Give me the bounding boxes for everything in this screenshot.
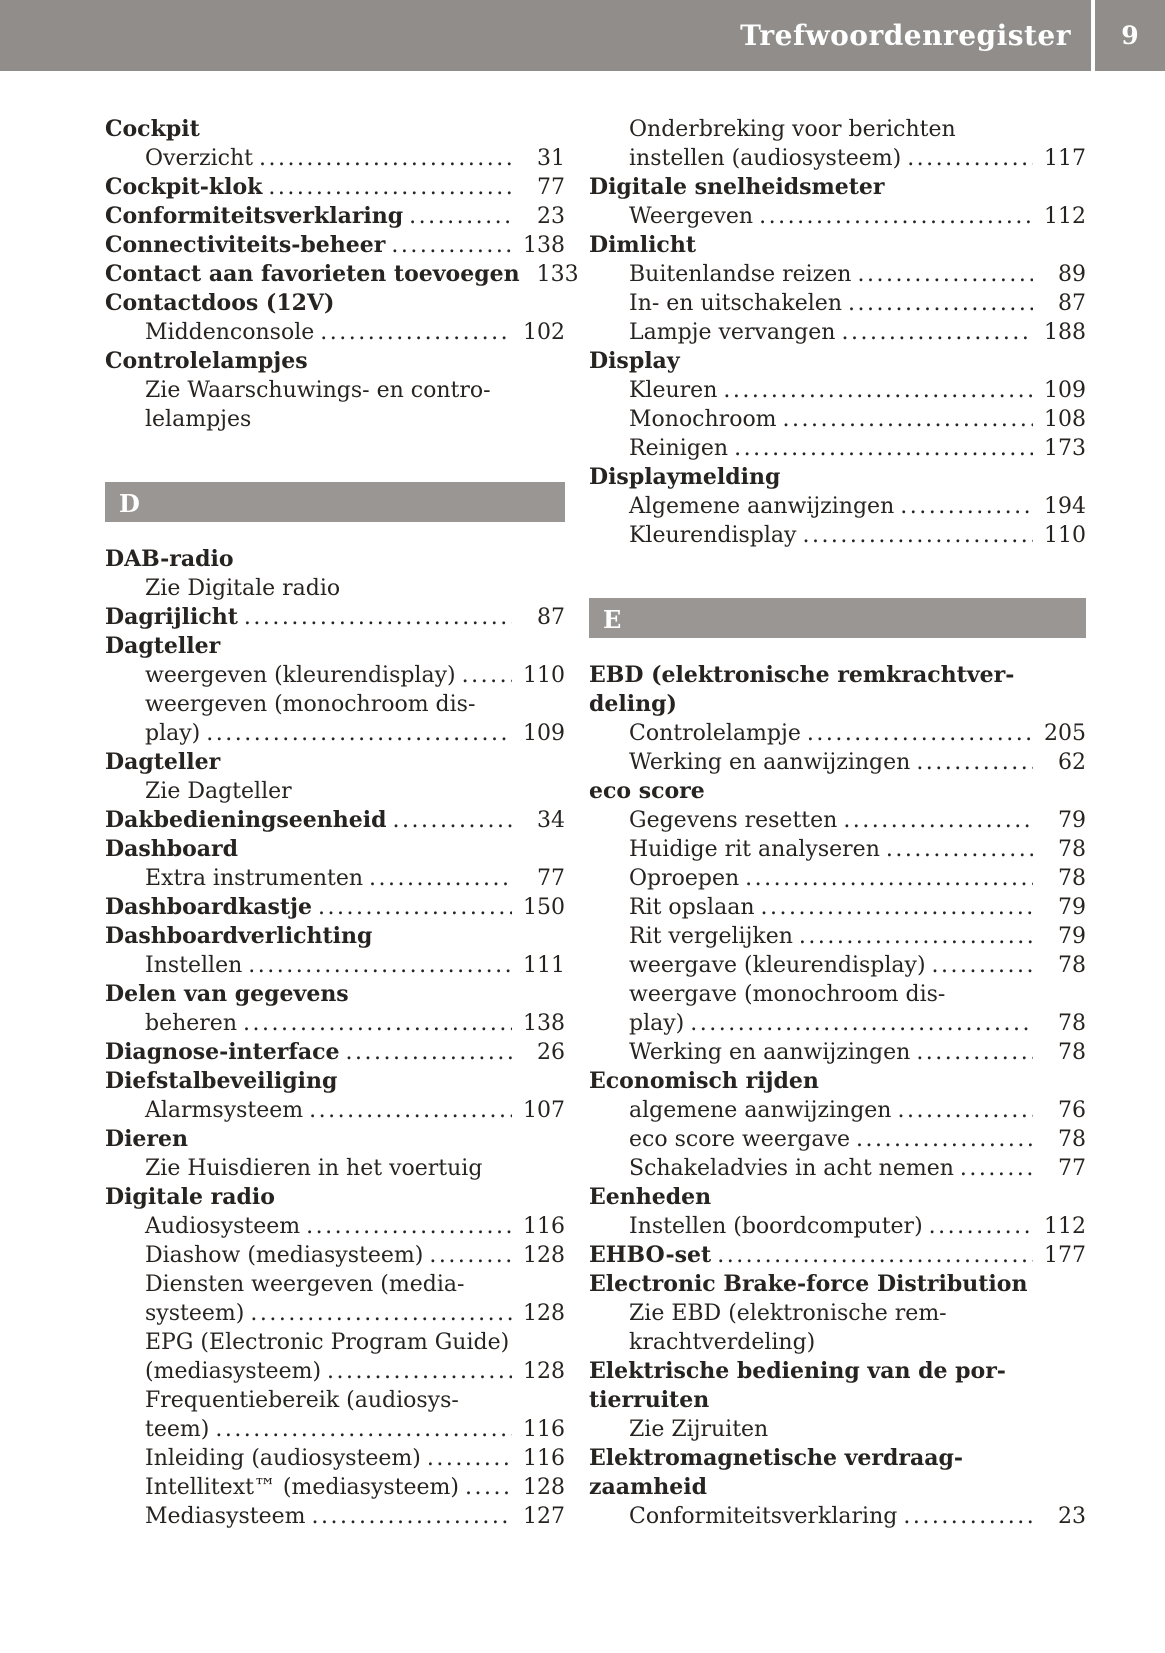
- index-entry: [589, 318, 1086, 347]
- index-term: [105, 1125, 565, 1154]
- section-header-e: [589, 598, 1086, 638]
- dot-leader: [841, 318, 1033, 347]
- entry-page-number: 128: [523, 1301, 565, 1326]
- index-term: [105, 231, 565, 260]
- entry-label: Elektromagnetische verdraag-: [589, 1445, 964, 1471]
- dot-leader: [799, 922, 1033, 951]
- entry-label: Diashow (mediasysteem): [145, 1243, 424, 1268]
- entry-label: Display: [589, 348, 680, 374]
- index-term: [105, 603, 565, 632]
- page-header: [0, 0, 1165, 71]
- entry-page-number: 78: [1058, 1127, 1086, 1152]
- index-entry: [105, 1415, 565, 1444]
- entry-page-number: 116: [523, 1446, 565, 1471]
- index-entry: [589, 376, 1086, 405]
- index-term: [589, 173, 1086, 202]
- entry-label: Elektrische bediening van de por-: [589, 1358, 1006, 1384]
- dot-leader: [427, 1444, 512, 1473]
- entry-label: Middenconsole: [145, 320, 315, 345]
- entry-label: Controlelampje: [629, 721, 801, 746]
- dot-leader: [802, 521, 1033, 550]
- entry-label: Mediasysteem: [145, 1504, 306, 1529]
- entry-label: Conformiteitsverklaring: [105, 203, 404, 229]
- entry-label: eco score weergave: [629, 1127, 850, 1152]
- index-term: [105, 835, 565, 864]
- entry-label: Intellitext™ (mediasysteem): [145, 1475, 459, 1500]
- entry-label: Zie Digitale radio: [145, 576, 341, 601]
- entry-label: Diensten weergeven (media-: [145, 1272, 465, 1297]
- index-term: [105, 545, 565, 574]
- index-entry: [589, 1502, 1086, 1531]
- entry-page-number: 110: [1044, 523, 1086, 548]
- index-term: [589, 1357, 1086, 1386]
- dot-leader: [783, 405, 1033, 434]
- dot-leader: [393, 806, 512, 835]
- dot-leader: [916, 748, 1033, 777]
- entry-label: Oproepen: [629, 866, 740, 891]
- dot-leader: [268, 173, 512, 202]
- entry-label: Eenheden: [589, 1184, 712, 1210]
- entry-page-number: 128: [523, 1243, 565, 1268]
- entry-label: Werking en aanwijzingen: [629, 750, 911, 775]
- index-term: [105, 173, 565, 202]
- entry-label: Dagteller: [105, 749, 221, 775]
- entry-label: systeem): [145, 1301, 245, 1326]
- dot-leader: [391, 231, 512, 260]
- entry-label: Connectiviteits-beheer: [105, 232, 386, 258]
- dot-leader: [206, 719, 512, 748]
- entry-label: tierruiten: [589, 1387, 710, 1413]
- dot-leader: [960, 1154, 1033, 1183]
- entry-page-number: 78: [1058, 866, 1086, 891]
- dot-leader: [243, 1009, 512, 1038]
- entry-label: Electronic Brake-force Distribution: [589, 1271, 1028, 1297]
- entry-label: EPG (Electronic Program Guide): [145, 1330, 510, 1355]
- entry-label: Kleurendisplay: [629, 523, 797, 548]
- entry-page-number: 111: [523, 953, 565, 978]
- index-column-right: [589, 115, 1086, 1531]
- index-entry: [105, 144, 565, 173]
- entry-page-number: 110: [523, 663, 565, 688]
- dot-leader: [259, 144, 512, 173]
- entry-label: EHBO-set: [589, 1242, 712, 1268]
- dot-leader: [916, 1038, 1033, 1067]
- index-entry: [105, 1270, 565, 1299]
- section-letter: D: [119, 489, 140, 518]
- index-entry: [105, 1444, 565, 1473]
- entry-page-number: 150: [523, 895, 565, 920]
- entry-page-number: 23: [537, 204, 565, 229]
- index-entry: [589, 1415, 1086, 1444]
- dot-leader: [320, 318, 512, 347]
- entry-label: Contact aan favorieten toevoegen: [105, 261, 520, 287]
- entry-label: Schakeladvies in acht nemen: [629, 1156, 954, 1181]
- entry-label: Zie EBD (elektronische rem-: [629, 1301, 947, 1326]
- entry-label: krachtverdeling): [629, 1330, 816, 1355]
- entry-label: Lampje vervangen: [629, 320, 836, 345]
- entry-label: Instellen: [145, 953, 243, 978]
- index-entry: [105, 318, 565, 347]
- index-entry: [105, 1241, 565, 1270]
- entry-label: Dashboard: [105, 836, 238, 862]
- entry-label: Cockpit-klok: [105, 174, 263, 200]
- entry-page-number: 138: [523, 233, 565, 258]
- entry-label: Controlelampjes: [105, 348, 308, 374]
- index-entry: [589, 864, 1086, 893]
- dot-leader: [857, 260, 1033, 289]
- index-entry: [105, 376, 565, 405]
- dot-leader: [429, 1241, 512, 1270]
- entry-label: Huidige rit analyseren: [629, 837, 880, 862]
- index-entry: [589, 1038, 1086, 1067]
- entry-label: In- en uitschakelen: [629, 291, 842, 316]
- index-term: [105, 1183, 565, 1212]
- entry-page-number: 194: [1044, 494, 1086, 519]
- entry-page-number: 23: [1058, 1504, 1086, 1529]
- index-term: [589, 463, 1086, 492]
- entry-label: Rit vergelijken: [629, 924, 793, 949]
- entry-label: Diefstalbeveiliging: [105, 1068, 338, 1094]
- index-entry: [105, 1096, 565, 1125]
- section-header-d: [105, 482, 565, 522]
- dot-leader: [907, 144, 1033, 173]
- entry-page-number: 128: [523, 1475, 565, 1500]
- index-entry: [589, 202, 1086, 231]
- entry-page-number: 87: [1058, 291, 1086, 316]
- index-term: [589, 777, 1086, 806]
- entry-label: zaamheid: [589, 1474, 708, 1500]
- entry-page-number: 128: [523, 1359, 565, 1384]
- index-term: [105, 347, 565, 376]
- index-term: [105, 115, 565, 144]
- entry-label: Rit opslaan: [629, 895, 755, 920]
- index-entry: [105, 864, 565, 893]
- entry-page-number: 205: [1044, 721, 1086, 746]
- entry-page-number: 138: [523, 1011, 565, 1036]
- entry-label: weergave (monochroom dis-: [629, 982, 946, 1007]
- entry-page-number: 177: [1044, 1243, 1086, 1268]
- index-entry: [589, 806, 1086, 835]
- index-entry: [589, 1125, 1086, 1154]
- dot-leader: [759, 202, 1033, 231]
- entry-label: Dashboardverlichting: [105, 923, 373, 949]
- entry-page-number: 87: [537, 605, 565, 630]
- dot-leader: [734, 434, 1033, 463]
- entry-page-number: 116: [523, 1417, 565, 1442]
- index-term: [589, 231, 1086, 260]
- index-column-left: [105, 115, 579, 1531]
- index-entry: [589, 115, 1086, 144]
- entry-page-number: 117: [1044, 146, 1086, 171]
- index-entry: [105, 719, 565, 748]
- entry-label: Dimlicht: [589, 232, 696, 258]
- index-entry: [105, 1357, 565, 1386]
- entry-page-number: 188: [1044, 320, 1086, 345]
- entry-page-number: 78: [1058, 953, 1086, 978]
- dot-leader: [745, 864, 1033, 893]
- dot-leader: [312, 1502, 512, 1531]
- index-term: [589, 1067, 1086, 1096]
- entry-label: Cockpit: [105, 116, 200, 142]
- page-number: 9: [1121, 21, 1139, 50]
- index-columns: [0, 71, 1165, 1531]
- entry-page-number: 79: [1058, 924, 1086, 949]
- section-letter: E: [603, 605, 622, 634]
- entry-page-number: 133: [536, 262, 579, 287]
- entry-label: lelampjes: [145, 407, 252, 432]
- dot-leader: [409, 202, 512, 231]
- dot-leader: [345, 1038, 512, 1067]
- entry-label: Kleuren: [629, 378, 718, 403]
- entry-label: Diagnose-interface: [105, 1039, 340, 1065]
- entry-label: Digitale snelheidsmeter: [589, 174, 885, 200]
- dot-leader: [465, 1473, 512, 1502]
- dot-leader: [309, 1096, 512, 1125]
- index-entry: [589, 748, 1086, 777]
- entry-label: Algemene aanwijzingen: [629, 494, 895, 519]
- dot-leader: [318, 893, 512, 922]
- index-entry: [589, 1212, 1086, 1241]
- entry-page-number: 78: [1058, 1011, 1086, 1036]
- entry-label: weergeven (kleurendisplay): [145, 663, 456, 688]
- index-entry: [589, 893, 1086, 922]
- index-entry: [105, 574, 565, 603]
- index-term: [105, 1067, 565, 1096]
- entry-page-number: 109: [523, 721, 565, 746]
- index-entry: [105, 1328, 565, 1357]
- entry-label: Dashboardkastje: [105, 894, 313, 920]
- index-entry: [105, 661, 565, 690]
- index-entry: [105, 690, 565, 719]
- entry-page-number: 78: [1058, 1040, 1086, 1065]
- index-entry: [105, 1212, 565, 1241]
- dot-leader: [848, 289, 1033, 318]
- index-term: [589, 1386, 1086, 1415]
- entry-label: deling): [589, 691, 677, 717]
- index-entry: [589, 1009, 1086, 1038]
- entry-label: Zie Waarschuwings- en contro-: [145, 378, 491, 403]
- dot-leader: [369, 864, 512, 893]
- index-term: [589, 1183, 1086, 1212]
- dot-leader: [248, 951, 512, 980]
- index-entry: [589, 1299, 1086, 1328]
- entry-label: Conformiteitsverklaring: [629, 1504, 898, 1529]
- entry-label: Extra instrumenten: [145, 866, 364, 891]
- entry-page-number: 77: [537, 175, 565, 200]
- entry-label: Zie Huisdieren in het voertuig: [145, 1156, 483, 1181]
- dot-leader: [897, 1096, 1033, 1125]
- entry-label: Audiosysteem: [145, 1214, 301, 1239]
- index-entry: [589, 719, 1086, 748]
- entry-label: Dagrijlicht: [105, 604, 238, 630]
- index-entry: [589, 521, 1086, 550]
- entry-page-number: 109: [1044, 378, 1086, 403]
- entry-page-number: 79: [1058, 808, 1086, 833]
- dot-leader: [215, 1415, 512, 1444]
- entry-page-number: 79: [1058, 895, 1086, 920]
- dot-leader: [761, 893, 1034, 922]
- page-title: Trefwoordenregister: [740, 19, 1071, 52]
- index-entry: [105, 1473, 565, 1502]
- index-term: [589, 1241, 1086, 1270]
- entry-label: Instellen (boordcomputer): [629, 1214, 923, 1239]
- index-term: [105, 980, 565, 1009]
- index-term: [589, 1473, 1086, 1502]
- entry-page-number: 107: [523, 1098, 565, 1123]
- entry-page-number: 112: [1044, 1214, 1086, 1239]
- dot-leader: [306, 1212, 512, 1241]
- index-entry: [105, 1502, 565, 1531]
- entry-label: Dakbedieningseenheid: [105, 807, 387, 833]
- dot-leader: [903, 1502, 1033, 1531]
- index-entry: [589, 922, 1086, 951]
- index-entry: [105, 1009, 565, 1038]
- entry-label: DAB-radio: [105, 546, 234, 572]
- entry-page-number: 102: [523, 320, 565, 345]
- entry-page-number: 112: [1044, 204, 1086, 229]
- entry-label: EBD (elektronische remkrachtver-: [589, 662, 1015, 688]
- entry-label: Dieren: [105, 1126, 189, 1152]
- entry-page-number: 108: [1044, 407, 1086, 432]
- entry-label: Economisch rijden: [589, 1068, 819, 1094]
- dot-leader: [690, 1009, 1033, 1038]
- entry-label: Alarmsysteem: [145, 1098, 304, 1123]
- index-entry: [589, 951, 1086, 980]
- entry-page-number: 77: [537, 866, 565, 891]
- index-term: [589, 661, 1086, 690]
- entry-page-number: 116: [523, 1214, 565, 1239]
- index-entry: [589, 289, 1086, 318]
- entry-label: (mediasysteem): [145, 1359, 322, 1384]
- index-term: [105, 289, 565, 318]
- index-entry: [105, 1154, 565, 1183]
- dot-leader: [327, 1357, 512, 1386]
- entry-label: Zie Zijruiten: [629, 1417, 769, 1442]
- dot-leader: [932, 951, 1033, 980]
- entry-label: instellen (audiosysteem): [629, 146, 902, 171]
- dot-leader: [843, 806, 1033, 835]
- index-term: [105, 202, 565, 231]
- index-entry: [589, 1096, 1086, 1125]
- index-entry: [105, 777, 565, 806]
- index-entry: [589, 1328, 1086, 1357]
- entry-label: Dagteller: [105, 633, 221, 659]
- index-term: [105, 632, 565, 661]
- entry-label: Zie Dagteller: [145, 779, 292, 804]
- entry-label: Buitenlandse reizen: [629, 262, 852, 287]
- dot-leader: [886, 835, 1033, 864]
- entry-label: Reinigen: [629, 436, 729, 461]
- entry-label: beheren: [145, 1011, 237, 1036]
- index-term: [105, 748, 565, 777]
- entry-label: weergave (kleurendisplay): [629, 953, 926, 978]
- entry-page-number: 76: [1058, 1098, 1086, 1123]
- dot-leader: [929, 1212, 1033, 1241]
- entry-page-number: 89: [1058, 262, 1086, 287]
- entry-page-number: 78: [1058, 837, 1086, 862]
- dot-leader: [462, 661, 512, 690]
- index-term: [589, 347, 1086, 376]
- index-entry: [589, 492, 1086, 521]
- index-entry: [589, 260, 1086, 289]
- index-term: [105, 1038, 565, 1067]
- entry-label: eco score: [589, 778, 705, 804]
- index-entry: [589, 1154, 1086, 1183]
- index-entry: [105, 1386, 565, 1415]
- index-entry: [589, 144, 1086, 173]
- entry-label: Gegevens resetten: [629, 808, 838, 833]
- index-entry: [105, 405, 565, 434]
- entry-label: weergeven (monochroom dis-: [145, 692, 476, 717]
- index-entry: [589, 405, 1086, 434]
- entry-label: teem): [145, 1417, 210, 1442]
- entry-page-number: 77: [1058, 1156, 1086, 1181]
- entry-page-number: 127: [523, 1504, 565, 1529]
- entry-label: Monochroom: [629, 407, 777, 432]
- dot-leader: [900, 492, 1033, 521]
- index-entry: [105, 1299, 565, 1328]
- index-entry: [589, 434, 1086, 463]
- index-term: [105, 922, 565, 951]
- dot-leader: [250, 1299, 512, 1328]
- entry-label: play): [629, 1011, 685, 1036]
- entry-page-number: 173: [1044, 436, 1086, 461]
- index-entry: [589, 980, 1086, 1009]
- dot-leader: [807, 719, 1033, 748]
- entry-label: Onderbreking voor berichten: [629, 117, 956, 142]
- entry-label: Contactdoos (12V): [105, 290, 335, 316]
- entry-label: Werking en aanwijzingen: [629, 1040, 911, 1065]
- entry-page-number: 34: [537, 808, 565, 833]
- dot-leader: [856, 1125, 1033, 1154]
- entry-label: Delen van gegevens: [105, 981, 349, 1007]
- entry-label: Displaymelding: [589, 464, 781, 490]
- index-term: [589, 1444, 1086, 1473]
- entry-label: Digitale radio: [105, 1184, 275, 1210]
- dot-leader: [717, 1241, 1033, 1270]
- index-entry: [105, 951, 565, 980]
- entry-page-number: 62: [1058, 750, 1086, 775]
- index-term: [105, 260, 579, 289]
- index-term: [589, 1270, 1086, 1299]
- entry-label: play): [145, 721, 201, 746]
- entry-page-number: 26: [537, 1040, 565, 1065]
- entry-label: Overzicht: [145, 146, 253, 171]
- entry-page-number: 31: [537, 146, 565, 171]
- index-term: [105, 893, 565, 922]
- dot-leader: [244, 603, 512, 632]
- dot-leader: [723, 376, 1033, 405]
- index-entry: [589, 835, 1086, 864]
- index-term: [589, 690, 1086, 719]
- entry-label: Weergeven: [629, 204, 754, 229]
- index-term: [105, 806, 565, 835]
- entry-label: Frequentiebereik (audiosys-: [145, 1388, 459, 1413]
- entry-label: Inleiding (audiosysteem): [145, 1446, 421, 1471]
- entry-label: algemene aanwijzingen: [629, 1098, 892, 1123]
